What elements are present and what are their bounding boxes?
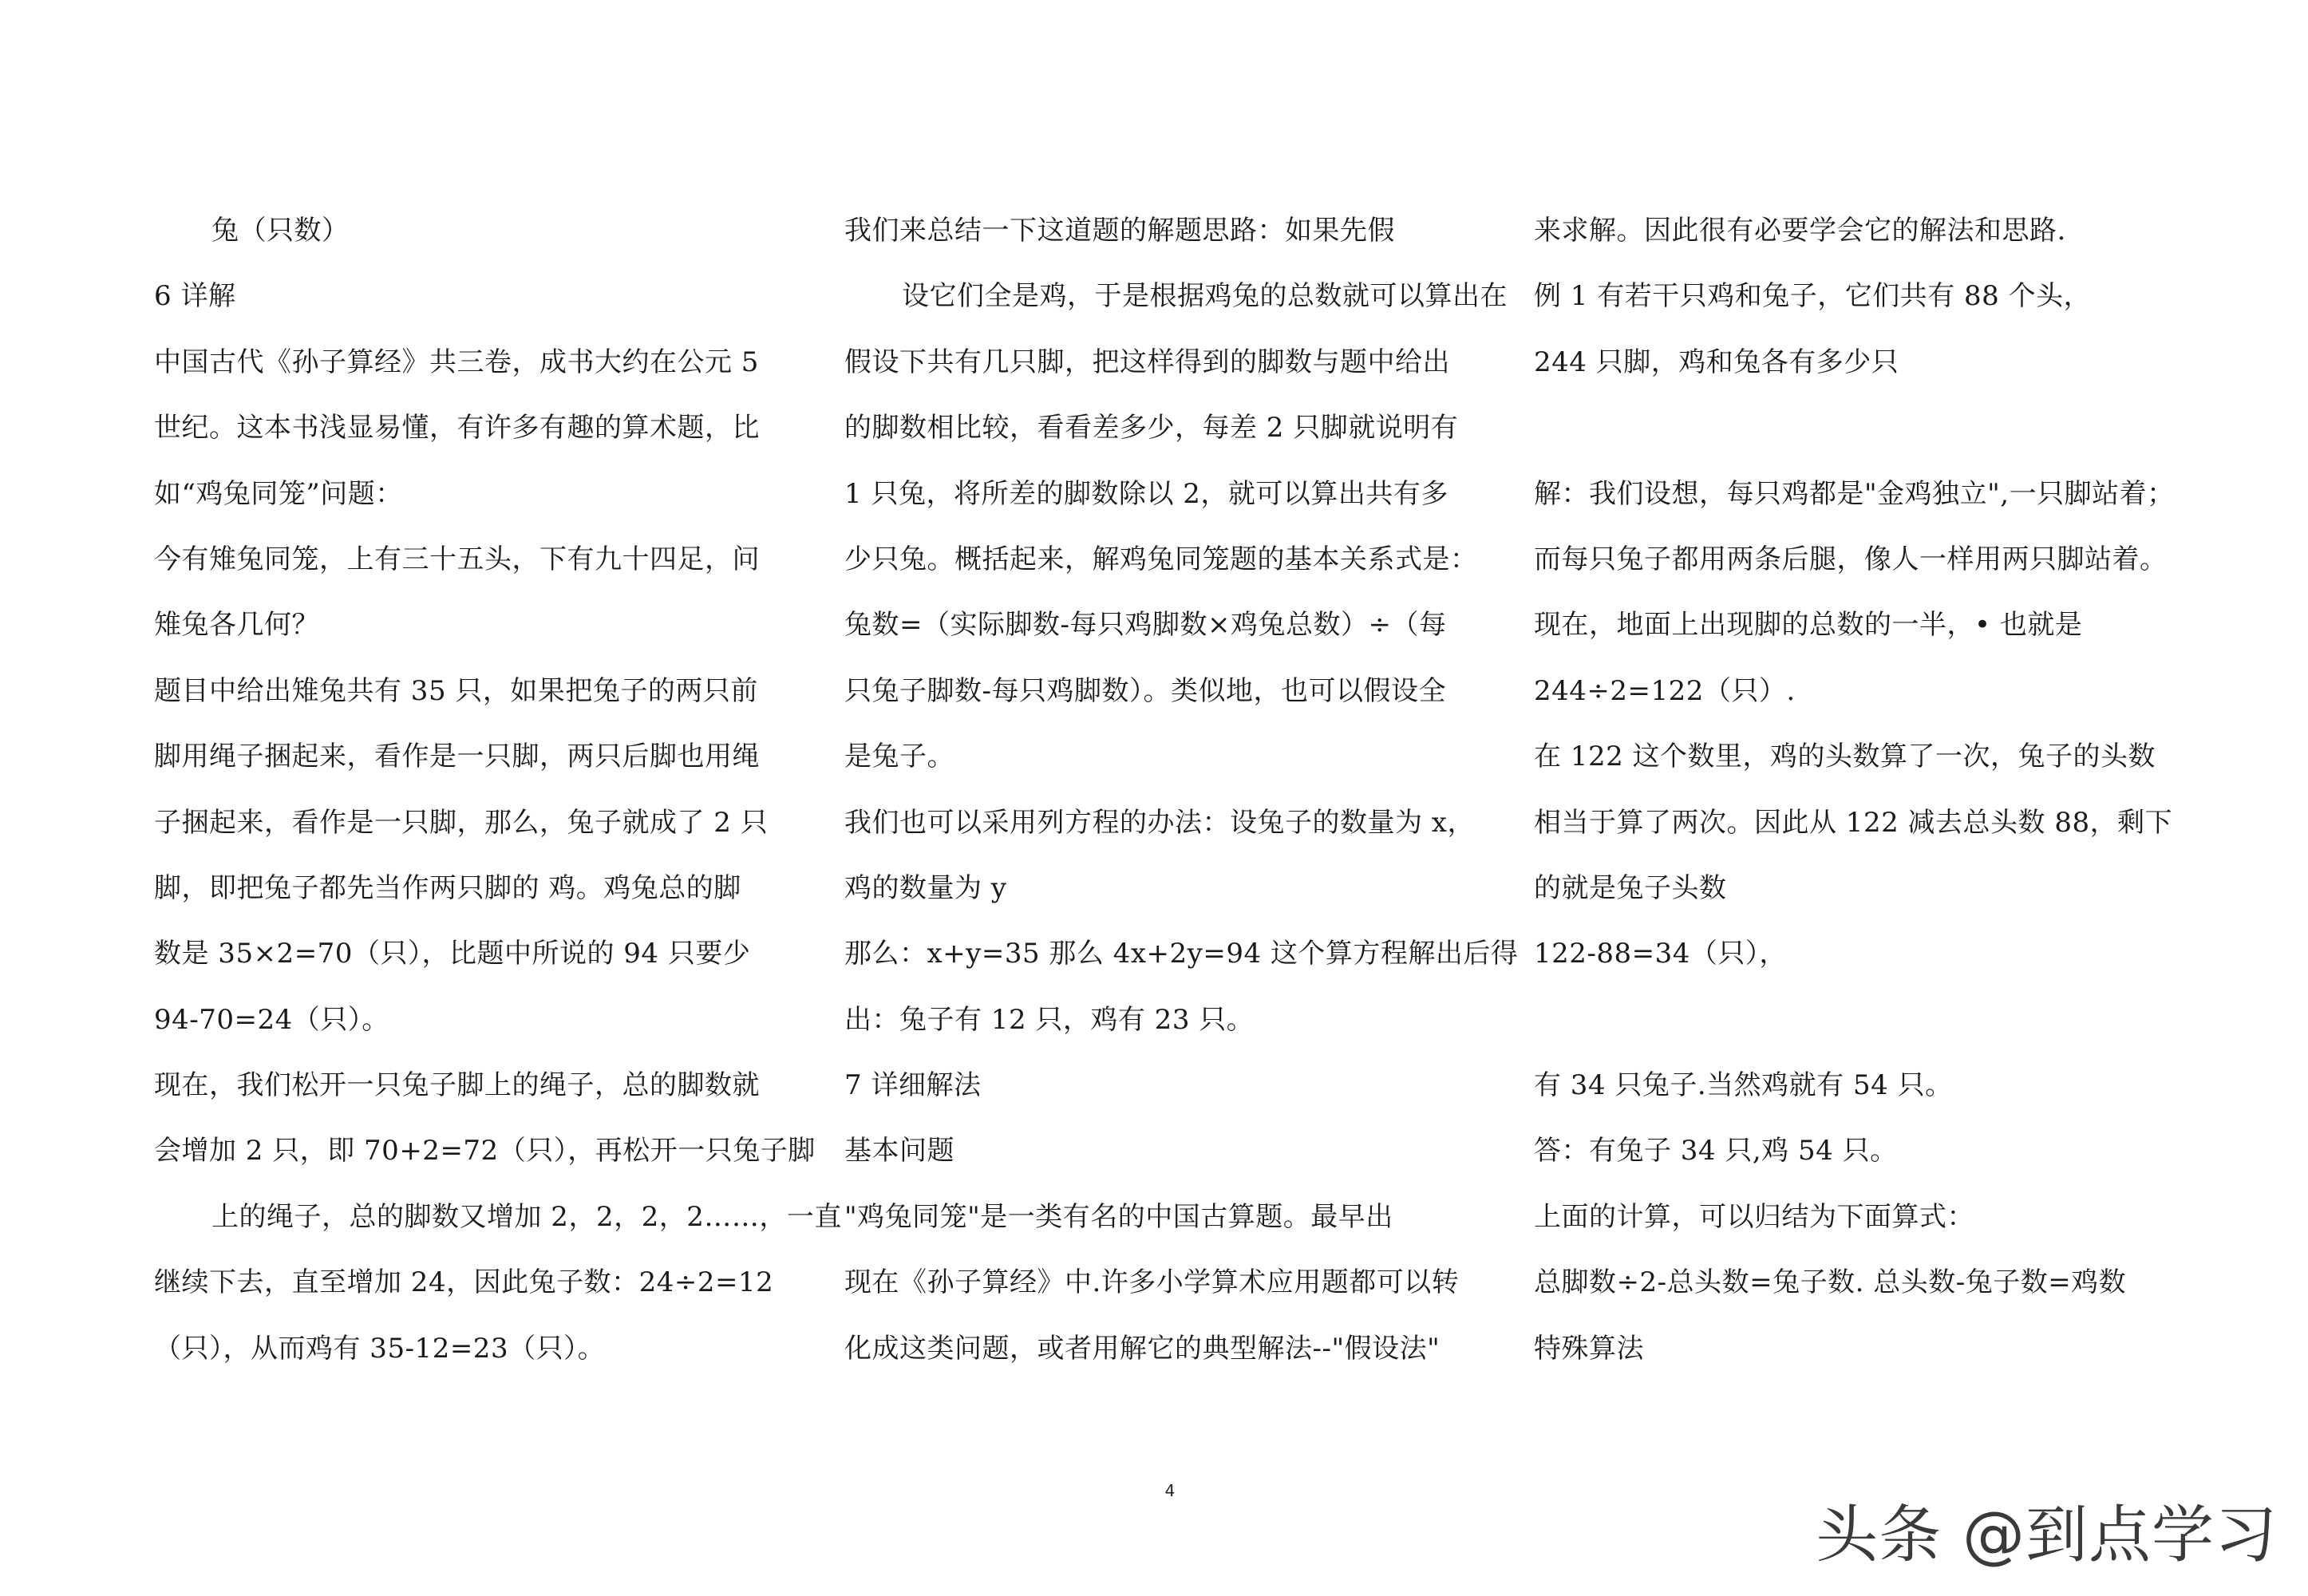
text-line: 我们来总结一下这道题的解题思路：如果先假 [844, 215, 1395, 247]
text-line: 雉兔各几何？ [154, 609, 319, 642]
text-line: 上的绳子，总的脚数又增加 2，2，2，2……，一直 [211, 1200, 842, 1233]
text-line: 子捆起来，看作是一只脚，那么，兔子就成了 2 只 [154, 806, 769, 839]
text-line: 解：我们设想，每只鸡都是"金鸡独立",一只脚站着； [1534, 477, 2175, 510]
text-line: 鸡的数量为 y [844, 871, 1007, 904]
text-line: 继续下去，直至增加 24，因此兔子数：24÷2=12 [154, 1266, 774, 1299]
text-line: 94-70=24（只）。 [154, 1003, 389, 1036]
text-line: 是兔子。 [844, 741, 954, 773]
text-line: 的脚数相比较，看看差多少，每差 2 只脚就说明有 [844, 412, 1459, 444]
text-column-2 [844, 198, 1519, 1381]
text-line: 122-88=34（只）， [1534, 938, 1787, 970]
text-line: 相当于算了两次。因此从 122 减去总头数 88，剩下 [1534, 806, 2173, 839]
text-line: 世纪。这本书浅显易懂，有许多有趣的算术题，比 [154, 412, 760, 444]
text-line: 出：兔子有 12 只，鸡有 23 只。 [844, 1003, 1255, 1036]
text-line: 数是 35×2=70（只），比题中所说的 94 只要少 [154, 938, 751, 970]
text-line: 兔数=（实际脚数-每只鸡脚数×鸡兔总数）÷（每 [844, 609, 1447, 642]
text-column-3 [1534, 198, 2196, 1381]
text-line: 会增加 2 只，即 70+2=72（只），再松开一只兔子脚 [154, 1135, 816, 1167]
text-line: （只），从而鸡有 35-12=23（只）。 [154, 1332, 606, 1365]
text-line: 设它们全是鸡，于是根据鸡兔的总数就可以算出在 [902, 280, 1508, 313]
text-line: 那么：x+y=35 那么 4x+2y=94 这个算方程解出后得 [844, 938, 1519, 970]
text-line: 例 1 有若干只鸡和兔子，它们共有 88 个头， [1534, 280, 2092, 313]
text-line: 题目中给出雉兔共有 35 只，如果把兔子的两只前 [154, 674, 758, 707]
text-line: "鸡兔同笼"是一类有名的中国古算题。最早出 [844, 1200, 1393, 1233]
text-column-1 [154, 198, 842, 1381]
page-number: 4 [1164, 1481, 1176, 1500]
text-line: 来求解。因此很有必要学会它的解法和思路. [1534, 215, 2066, 247]
text-line: 少只兔。概括起来，解鸡兔同笼题的基本关系式是： [844, 543, 1478, 575]
text-line: 244÷2=122（只）. [1534, 674, 1796, 707]
text-line: 假设下共有几只脚，把这样得到的脚数与题中给出 [844, 346, 1450, 378]
text-line: 脚用绳子捆起来，看作是一只脚，两只后脚也用绳 [154, 741, 760, 773]
text-line: 在 122 这个数里，鸡的头数算了一次，兔子的头数 [1534, 741, 2156, 773]
text-line: 只兔子脚数-每只鸡脚数）。类似地，也可以假设全 [844, 674, 1446, 707]
text-line: 上面的计算，可以归结为下面算式： [1534, 1200, 1974, 1233]
text-line: 兔（只数） [211, 215, 350, 247]
text-line: 1 只兔，将所差的脚数除以 2，就可以算出共有多 [844, 477, 1448, 510]
text-line: 化成这类问题，或者用解它的典型解法--"假设法" [844, 1332, 1441, 1365]
text-line: 特殊算法 [1534, 1332, 1644, 1365]
text-line: 而每只兔子都用两条后腿，像人一样用两只脚站着。 [1534, 543, 2168, 575]
text-line: 基本问题 [844, 1135, 954, 1167]
text-line: 中国古代《孙子算经》共三卷，成书大约在公元 5 [154, 346, 759, 378]
text-line: 总脚数÷2-总头数=兔子数. 总头数-兔子数=鸡数 [1534, 1266, 2127, 1299]
text-line: 脚，即把兔子都先当作两只脚的 鸡。鸡兔总的脚 [154, 871, 741, 904]
text-line [1534, 987, 2196, 1053]
text-line: 我们也可以采用列方程的办法：设兔子的数量为 x， [844, 806, 1475, 839]
watermark-logo: 头条 @到点学习 [1816, 1499, 2278, 1571]
text-line: 答：有兔子 34 只,鸡 54 只。 [1534, 1135, 1898, 1167]
text-line: 244 只脚，鸡和兔各有多少只 [1534, 346, 1899, 378]
text-line: 7 详细解法 [844, 1069, 982, 1102]
text-line: 如“鸡兔同笼”问题： [154, 477, 403, 510]
text-line [1534, 395, 2196, 460]
text-line: 今有雉兔同笼，上有三十五头，下有九十四足，问 [154, 543, 760, 575]
text-line: 6 详解 [154, 280, 236, 313]
text-line: 的就是兔子头数 [1534, 871, 1727, 904]
text-line: 现在《孙子算经》中.许多小学算术应用题都可以转 [844, 1266, 1460, 1299]
text-line: 现在，我们松开一只兔子脚上的绳子，总的脚数就 [154, 1069, 760, 1102]
text-line: 有 34 只兔子.当然鸡就有 54 只。 [1534, 1069, 1953, 1102]
text-line: 现在，地面上出现脚的总数的一半，• 也就是 [1534, 609, 2083, 642]
